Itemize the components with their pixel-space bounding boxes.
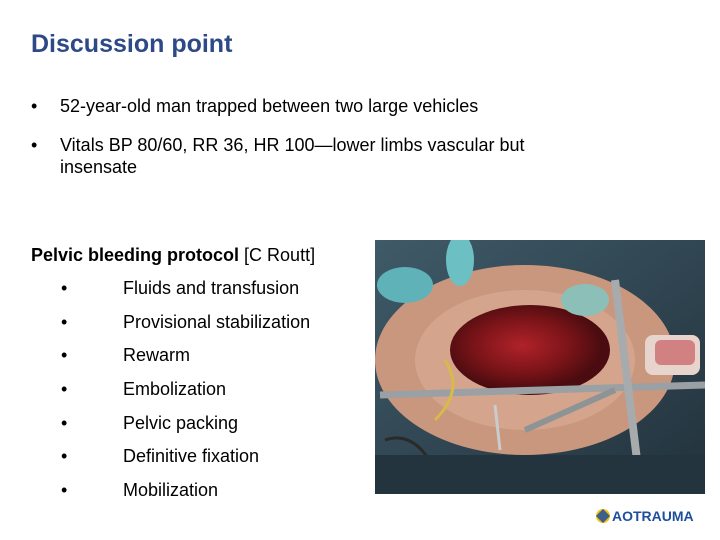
bullet-text: 52-year-old man trapped between two large vehicles: [60, 96, 479, 116]
protocol-heading-bold: Pelvic bleeding protocol: [31, 245, 240, 265]
step-text: Definitive fixation: [123, 446, 260, 467]
step-text: Pelvic packing: [123, 412, 239, 433]
protocol-step: [61, 412, 310, 446]
bullet-item: [31, 134, 591, 178]
protocol-step: [61, 445, 310, 479]
slide-title: Discussion point: [31, 30, 233, 58]
bullet-marker: •: [61, 412, 68, 433]
bullet-item: [31, 95, 591, 117]
protocol-step: [61, 277, 310, 311]
protocol-heading: [31, 245, 315, 266]
step-text: Mobilization: [123, 480, 219, 501]
protocol-step: [61, 311, 310, 345]
bullet-marker: •: [31, 96, 38, 116]
protocol-step: [61, 344, 310, 378]
step-text: Rewarm: [123, 345, 191, 366]
logo-ao: AO: [612, 508, 633, 524]
step-text: Fluids and transfusion: [123, 278, 300, 298]
protocol-heading-source: [C Routt]: [239, 245, 316, 265]
surgery-photo: [375, 240, 705, 494]
bullet-marker: •: [61, 480, 68, 501]
bullet-list: [31, 95, 591, 195]
bullet-marker: •: [61, 311, 68, 332]
protocol-steps: [61, 277, 310, 513]
bullet-marker: •: [61, 278, 68, 298]
bullet-marker: •: [61, 379, 68, 400]
bullet-marker: •: [61, 345, 68, 366]
bullet-marker: •: [61, 446, 68, 467]
aotrauma-logo: [594, 508, 694, 524]
bullet-marker: •: [31, 135, 38, 155]
step-text: Provisional stabilization: [123, 311, 311, 332]
globe-icon: [594, 508, 612, 524]
protocol-step: [61, 378, 310, 412]
logo-trauma: TRAUMA: [633, 508, 694, 524]
protocol-step: [61, 479, 310, 513]
bullet-text: Vitals BP 80/60, RR 36, HR 100—lower limbs vascular but insensate: [60, 135, 525, 177]
step-text: Embolization: [123, 379, 227, 400]
